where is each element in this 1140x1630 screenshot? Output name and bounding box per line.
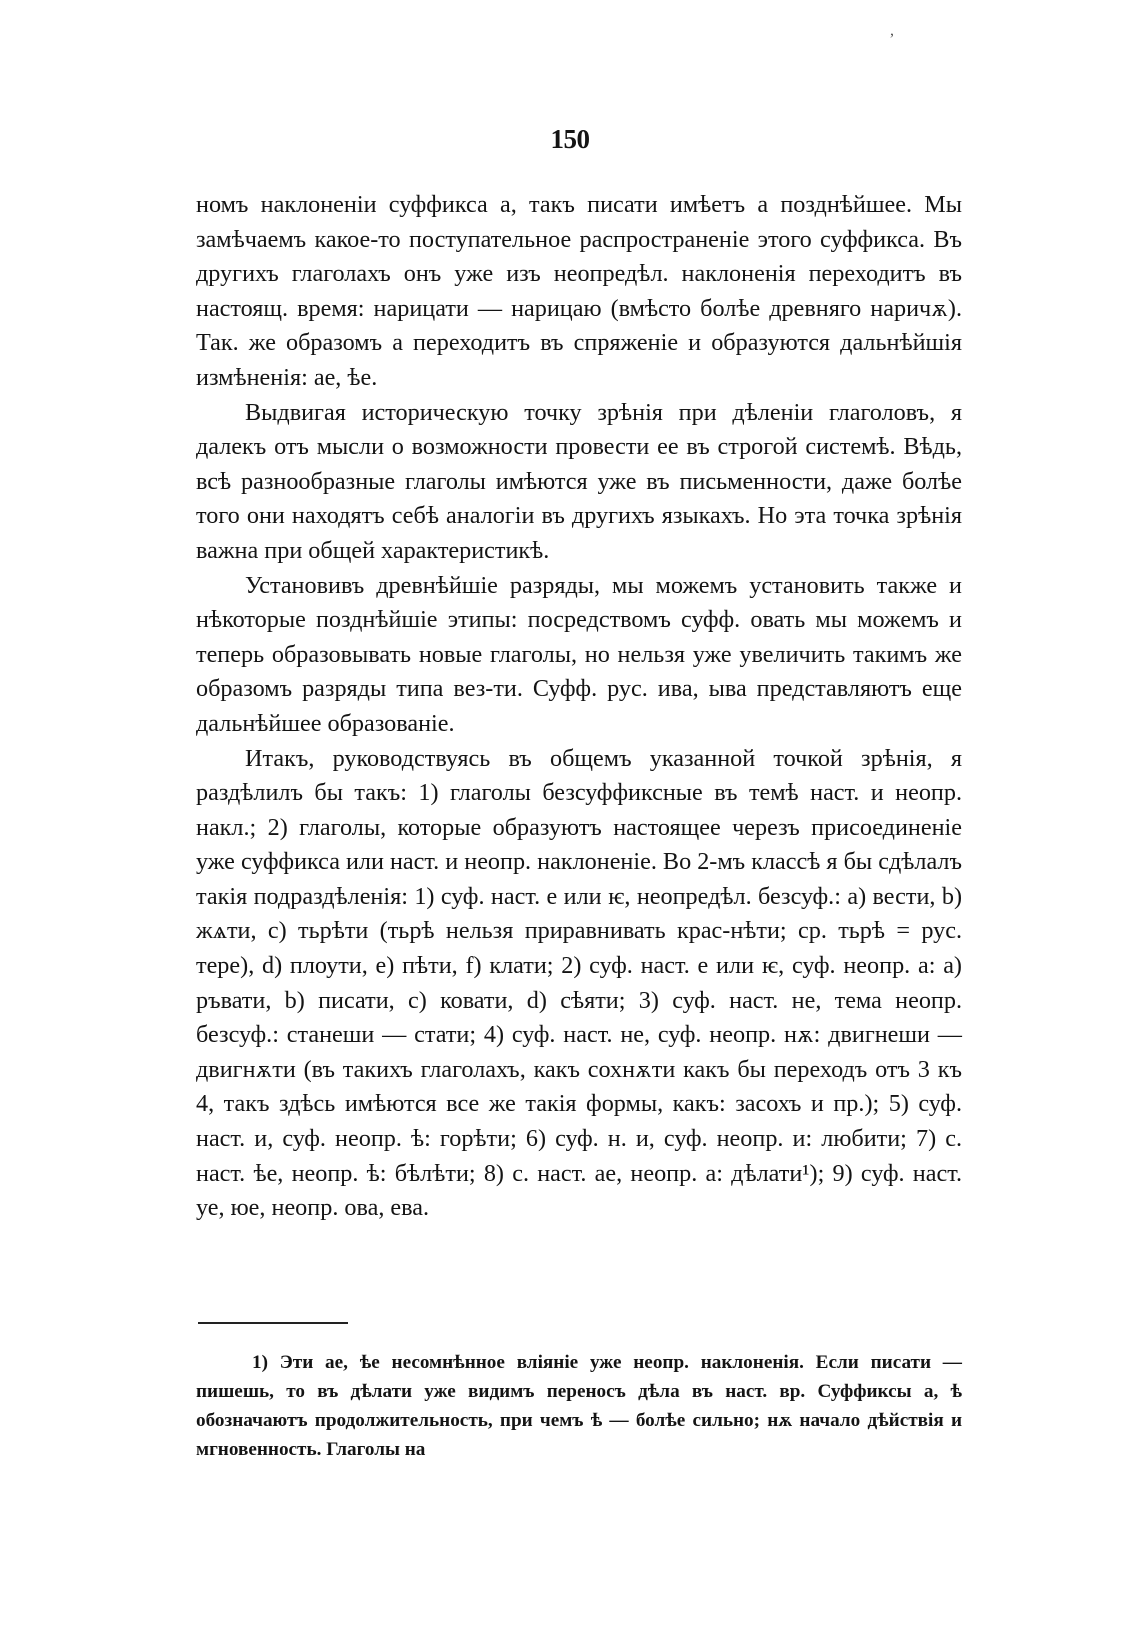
footnote-divider	[198, 1322, 348, 1324]
scan-mark: ,	[890, 22, 894, 39]
page-number: 150	[550, 124, 590, 154]
paragraph-4: Итакъ, руководствуясь въ общемъ указанной точкой зрѣнія, я раздѣлилъ бы такъ: 1) глаголы безсуффиксные въ темѣ наст. и неопр. накл.; 2) глаголы, которые образуютъ настоящее черезъ присоединеніе уже суффикса или наст. и неопр. наклоненіе. Во 2-мъ классѣ я бы сдѣлалъ такія подраздѣленія: 1) суф. наст. е или ѥ, неопредѣл. безсуф.: a) вести, b) жѧти, c) тьрѣти (тьрѣ нельзя приравнивать крас-нѣти; ср. тьрѣ = рус. тере), d) плоути, e) пѣти, f) клати; 2) суф. наст. е или ѥ, суф. неопр. а: a) ръвати, b) писати, c) ковати, d) сѣяти; 3) суф. наст. не, тема неопр. безсуф.: станеши — стати; 4) суф. наст. не, суф. неопр. нѫ: двигнеши — двигнѫти (въ такихъ глаголахъ, какъ сохнѫти какъ бы переходъ отъ 3 къ 4, такъ здѣсь имѣются все же такія формы, какъ: засохъ и пр.); 5) суф. наст. и, суф. неопр. ѣ: горѣти; 6) суф. н. и, суф. неопр. и: любити; 7) с. наст. ѣе, неопр. ѣ: бѣлѣти; 8) с. наст. ае, неопр. а: дѣлати¹); 9) суф. наст. уе, юе, неопр. ова, ева.	[196, 744, 962, 1222]
footnote-text: 1) Эти ае, ѣе несомнѣнное вліяніе уже неопр. наклоненія. Если писати — пишешь, то въ дѣлати уже видимъ переносъ дѣла въ наст. вр. Суффиксы а, ѣ обозначаютъ продолжительность, при чемъ ѣ — болѣе сильно; нѫ начало дѣйствія и мгновенность. Глаголы на	[196, 1352, 962, 1460]
paragraph-3: Установивъ древнѣйшіе разряды, мы можемъ установить также и нѣкоторые позднѣйшіе этипы: посредствомъ суфф. овать мы можемъ и теперь образовывать новые глаголы, но нельзя уже увеличить такимъ же образомъ разряды типа вез-ти. Суфф. рус. ива, ыва представляютъ еще дальнѣйшее образованіе.	[196, 571, 962, 737]
paragraph-1: номъ наклоненіи суффикса а, такъ писати имѣетъ а позднѣйшее. Мы замѣчаемъ какое-то поступательное распространеніе этого суффикса. Въ другихъ глаголахъ онъ уже изъ неопредѣл. наклоненія переходитъ въ настоящ. время: нарицати — нарицаю (вмѣсто болѣе древняго наричѫ). Так. же образомъ а переходитъ въ спряженіе и образуются дальнѣйшія измѣненія: ае, ѣе.	[196, 191, 962, 391]
footnote	[196, 1348, 962, 1464]
body-text	[196, 188, 962, 1226]
paragraph-2: Выдвигая историческую точку зрѣнія при дѣленіи глаголовъ, я далекъ отъ мысли о возможности провести ее въ строгой системѣ. Вѣдь, всѣ разнообразные глаголы имѣются уже въ письменности, даже болѣе того они находятъ себѣ аналогіи въ другихъ языкахъ. Но эта точка зрѣнія важна при общей характеристикѣ.	[196, 398, 962, 564]
